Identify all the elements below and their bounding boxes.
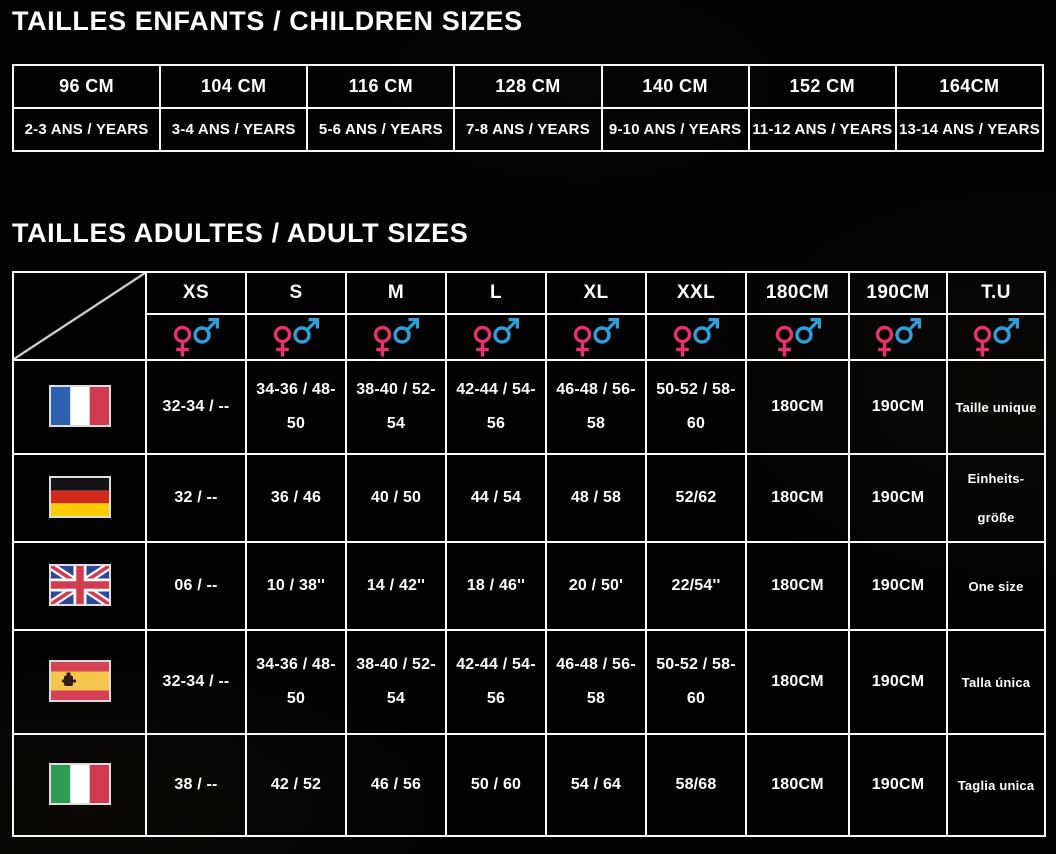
country-row-germany (13, 454, 1045, 542)
size-value-cell: 50 / 60 (446, 734, 546, 836)
france-flag-icon (49, 385, 111, 427)
male-icon (991, 316, 1021, 346)
size-value-cell: 14 / 42'' (346, 542, 446, 630)
gender-symbols-cell (849, 314, 947, 360)
gender-symbols (347, 315, 445, 359)
size-value-cell: 52/62 (646, 454, 746, 542)
size-value-cell: 54 / 64 (546, 734, 646, 836)
size-value-cell: 34-36 / 48-50 (246, 630, 346, 734)
italy-flag-icon (49, 763, 111, 805)
gender-symbols (147, 315, 245, 359)
germany-flag-icon (49, 476, 111, 518)
gender-symbols-cell (746, 314, 849, 360)
gender-symbols (747, 315, 848, 359)
size-value-cell: 190CM (849, 542, 947, 630)
size-value-cell: 18 / 46'' (446, 542, 546, 630)
size-value-cell: 36 / 46 (246, 454, 346, 542)
size-value-cell: 20 / 50' (546, 542, 646, 630)
size-value-cell: 42-44 / 54-56 (446, 360, 546, 454)
size-value-cell: 10 / 38'' (246, 542, 346, 630)
size-value-cell: 190CM (849, 454, 947, 542)
country-row-uk (13, 542, 1045, 630)
size-value-cell: 190CM (849, 630, 947, 734)
size-value-cell: 46-48 / 56-58 (546, 630, 646, 734)
gender-symbols-row (13, 314, 1045, 360)
children-age-cell: 13-14 ANS / YEARS (896, 108, 1043, 151)
size-value-cell: Taglia unica (947, 734, 1045, 836)
country-row-italy (13, 734, 1045, 836)
country-row-france (13, 360, 1045, 454)
size-value-cell: 46 / 56 (346, 734, 446, 836)
children-age-cell: 2-3 ANS / YEARS (13, 108, 160, 151)
adult-sizes-title: TAILLES ADULTES / ADULT SIZES (12, 218, 469, 248)
children-age-cell: 7-8 ANS / YEARS (454, 108, 601, 151)
size-header-xs: XS (146, 272, 246, 314)
size-value-cell: 34-36 / 48-50 (246, 360, 346, 454)
size-value-cell: 44 / 54 (446, 454, 546, 542)
size-header-190cm: 190CM (849, 272, 947, 314)
uk-flag-icon (49, 564, 111, 606)
children-age-cell: 11-12 ANS / YEARS (749, 108, 896, 151)
male-icon (491, 316, 521, 346)
gender-symbols-cell (947, 314, 1045, 360)
male-icon (591, 316, 621, 346)
children-sizes-table (12, 64, 1044, 152)
size-header-t-u: T.U (947, 272, 1045, 314)
gender-symbols (447, 315, 545, 359)
germany-flag-cell (13, 454, 146, 542)
size-value-cell: 38-40 / 52-54 (346, 630, 446, 734)
uk-flag-cell (13, 542, 146, 630)
gender-symbols-cell (546, 314, 646, 360)
gender-symbols-cell (446, 314, 546, 360)
gender-symbols-cell (346, 314, 446, 360)
size-value-cell: 42 / 52 (246, 734, 346, 836)
gender-symbols (948, 315, 1044, 359)
size-value-cell: 46-48 / 56-58 (546, 360, 646, 454)
size-value-cell: 190CM (849, 360, 947, 454)
children-height-header: 140 CM (602, 65, 749, 108)
children-height-row (13, 65, 1043, 108)
children-age-row (13, 108, 1043, 151)
male-icon (391, 316, 421, 346)
size-value-cell: 38 / -- (146, 734, 246, 836)
spain-flag-icon (49, 660, 111, 702)
france-flag-cell (13, 360, 146, 454)
children-sizes-title: TAILLES ENFANTS / CHILDREN SIZES (12, 6, 523, 36)
adult-sizes-table (12, 271, 1046, 837)
gender-symbols-cell (146, 314, 246, 360)
size-value-cell: Einheits-größe (947, 454, 1045, 542)
size-header-l: L (446, 272, 546, 314)
gender-symbols-cell (246, 314, 346, 360)
size-value-cell: 50-52 / 58-60 (646, 630, 746, 734)
adult-size-header-row (13, 272, 1045, 314)
size-header-s: S (246, 272, 346, 314)
gender-symbols (647, 315, 745, 359)
children-height-header: 104 CM (160, 65, 307, 108)
male-icon (191, 316, 221, 346)
gender-symbols (547, 315, 645, 359)
corner-diagonal-cell (13, 272, 146, 360)
children-height-header: 152 CM (749, 65, 896, 108)
size-value-cell: 06 / -- (146, 542, 246, 630)
size-value-cell: 180CM (746, 360, 849, 454)
size-value-cell: 32-34 / -- (146, 630, 246, 734)
male-icon (793, 316, 823, 346)
size-value-cell: One size (947, 542, 1045, 630)
gender-symbols (850, 315, 946, 359)
size-value-cell: Talla única (947, 630, 1045, 734)
size-value-cell: 42-44 / 54-56 (446, 630, 546, 734)
male-icon (691, 316, 721, 346)
size-value-cell: Taille unique (947, 360, 1045, 454)
children-height-header: 128 CM (454, 65, 601, 108)
size-value-cell: 32-34 / -- (146, 360, 246, 454)
size-value-cell: 180CM (746, 630, 849, 734)
male-icon (291, 316, 321, 346)
size-value-cell: 40 / 50 (346, 454, 446, 542)
children-age-cell: 5-6 ANS / YEARS (307, 108, 454, 151)
spain-flag-cell (13, 630, 146, 734)
children-height-header: 96 CM (13, 65, 160, 108)
country-row-spain (13, 630, 1045, 734)
children-height-header: 164CM (896, 65, 1043, 108)
size-header-xl: XL (546, 272, 646, 314)
children-age-cell: 3-4 ANS / YEARS (160, 108, 307, 151)
children-age-cell: 9-10 ANS / YEARS (602, 108, 749, 151)
size-value-cell: 32 / -- (146, 454, 246, 542)
italy-flag-cell (13, 734, 146, 836)
size-header-180cm: 180CM (746, 272, 849, 314)
size-header-m: M (346, 272, 446, 314)
size-value-cell: 50-52 / 58-60 (646, 360, 746, 454)
size-value-cell: 58/68 (646, 734, 746, 836)
gender-symbols (247, 315, 345, 359)
size-value-cell: 38-40 / 52-54 (346, 360, 446, 454)
size-value-cell: 180CM (746, 542, 849, 630)
size-value-cell: 48 / 58 (546, 454, 646, 542)
size-value-cell: 22/54'' (646, 542, 746, 630)
male-icon (893, 316, 923, 346)
size-value-cell: 180CM (746, 734, 849, 836)
size-header-xxl: XXL (646, 272, 746, 314)
gender-symbols-cell (646, 314, 746, 360)
size-value-cell: 180CM (746, 454, 849, 542)
size-value-cell: 190CM (849, 734, 947, 836)
children-height-header: 116 CM (307, 65, 454, 108)
